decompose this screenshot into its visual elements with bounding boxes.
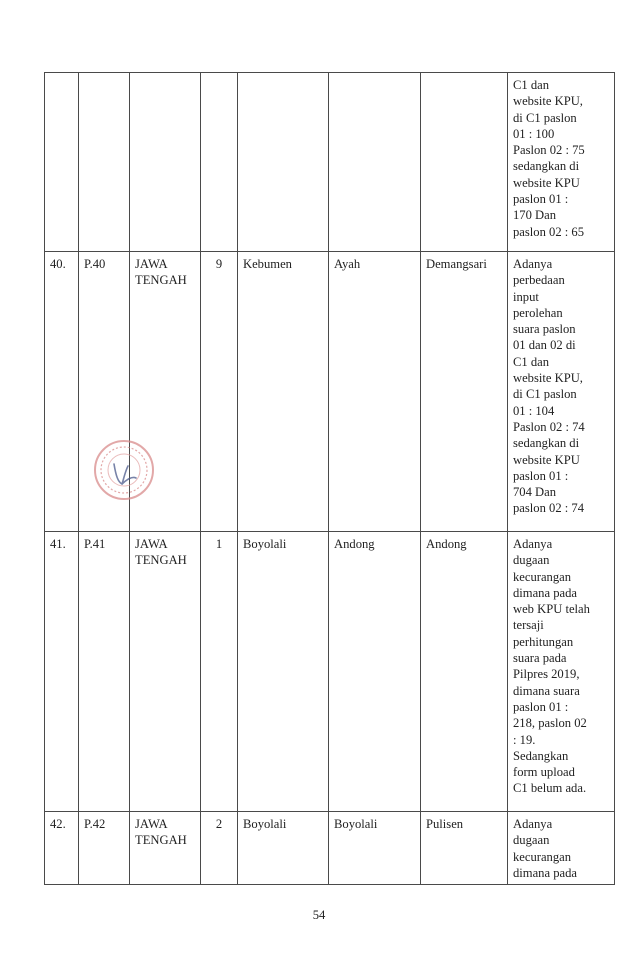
description-line: paslon 02 : 74	[513, 501, 585, 516]
description-line: C1 dan	[513, 354, 550, 369]
description-line: kecurangan	[513, 569, 572, 584]
cell-code: P.40	[79, 252, 130, 532]
cell-code: P.42	[79, 812, 130, 885]
cell-description	[508, 73, 615, 252]
page-number: 54	[312, 908, 326, 922]
table-row	[45, 532, 615, 812]
description-line: : 19.	[513, 732, 536, 747]
description-line: C1 belum ada.	[513, 781, 587, 796]
description-line: 170 Dan	[513, 208, 557, 223]
cell-code	[79, 73, 130, 252]
cell-regency	[238, 73, 329, 252]
cell-number: 9	[201, 252, 238, 532]
cell-number	[201, 73, 238, 252]
cell-regency: Boyolali	[238, 812, 329, 885]
province-line: JAWA	[135, 257, 168, 271]
description-line: dugaan	[513, 553, 550, 568]
cell-village: Demangsari	[421, 252, 508, 532]
description-line: suara pada	[513, 651, 567, 666]
cell-province	[130, 812, 201, 885]
cell-no: 42.	[45, 812, 79, 885]
cell-regency: Kebumen	[238, 252, 329, 532]
cell-description	[508, 532, 615, 812]
description-line: website KPU,	[513, 94, 583, 109]
description-line: 704 Dan	[513, 485, 557, 500]
cell-district	[329, 73, 421, 252]
description-line: paslon 01 :	[513, 468, 569, 483]
description-line: Paslon 02 : 75	[513, 143, 585, 158]
description-line: 01 dan 02 di	[513, 338, 576, 353]
description-line: kecurangan	[513, 849, 572, 864]
description-line: website KPU	[513, 452, 580, 467]
province-line: TENGAH	[135, 553, 187, 568]
description-line: suara paslon	[513, 322, 576, 337]
description-line: dimana suara	[513, 683, 580, 698]
stamp-seal-icon	[92, 438, 156, 502]
cell-village: Pulisen	[421, 812, 508, 885]
province-line: JAWA	[135, 537, 168, 551]
province-line: TENGAH	[135, 273, 187, 288]
description-line: form upload	[513, 765, 575, 780]
table-row	[45, 73, 615, 252]
table-row	[45, 812, 615, 885]
description-line: perbedaan	[513, 273, 565, 288]
description-line: web KPU telah	[513, 602, 590, 617]
description-line: C1 dan	[513, 78, 550, 92]
province-line: TENGAH	[135, 833, 187, 848]
description-line: Adanya	[513, 257, 553, 271]
description-line: website KPU	[513, 175, 580, 190]
description-line: dugaan	[513, 833, 550, 848]
description-line: dimana pada	[513, 865, 577, 880]
description-line: Adanya	[513, 537, 553, 551]
description-line: perolehan	[513, 305, 563, 320]
province-line: JAWA	[135, 817, 168, 831]
description-line: Pilpres 2019,	[513, 667, 580, 682]
cell-no	[45, 73, 79, 252]
description-line: Paslon 02 : 74	[513, 419, 585, 434]
description-line: 218, paslon 02	[513, 716, 587, 731]
cell-number: 2	[201, 812, 238, 885]
description-line: sedangkan di	[513, 159, 580, 174]
description-line: dimana pada	[513, 585, 577, 600]
cell-district: Andong	[329, 532, 421, 812]
description-line: input	[513, 289, 539, 304]
cell-regency: Boyolali	[238, 532, 329, 812]
description-line: paslon 02 : 65	[513, 224, 585, 239]
description-line: website KPU,	[513, 371, 583, 386]
cell-no: 40.	[45, 252, 79, 532]
description-line: tersaji	[513, 618, 544, 633]
description-line: paslon 01 :	[513, 192, 569, 207]
description-line: sedangkan di	[513, 436, 580, 451]
cell-description	[508, 812, 615, 885]
cell-district: Ayah	[329, 252, 421, 532]
description-line: paslon 01 :	[513, 699, 569, 714]
cell-province	[130, 73, 201, 252]
description-line: 01 : 104	[513, 403, 555, 418]
cell-district: Boyolali	[329, 812, 421, 885]
cell-village	[421, 73, 508, 252]
cell-village: Andong	[421, 532, 508, 812]
description-line: Sedangkan	[513, 748, 569, 763]
description-line: di C1 paslon	[513, 387, 577, 402]
description-line: di C1 paslon	[513, 110, 577, 125]
description-line: 01 : 100	[513, 126, 555, 141]
description-line: perhitungan	[513, 634, 574, 649]
cell-description	[508, 252, 615, 532]
cell-no: 41.	[45, 532, 79, 812]
description-line: Adanya	[513, 817, 553, 831]
cell-code: P.41	[79, 532, 130, 812]
cell-number: 1	[201, 532, 238, 812]
cell-province	[130, 532, 201, 812]
